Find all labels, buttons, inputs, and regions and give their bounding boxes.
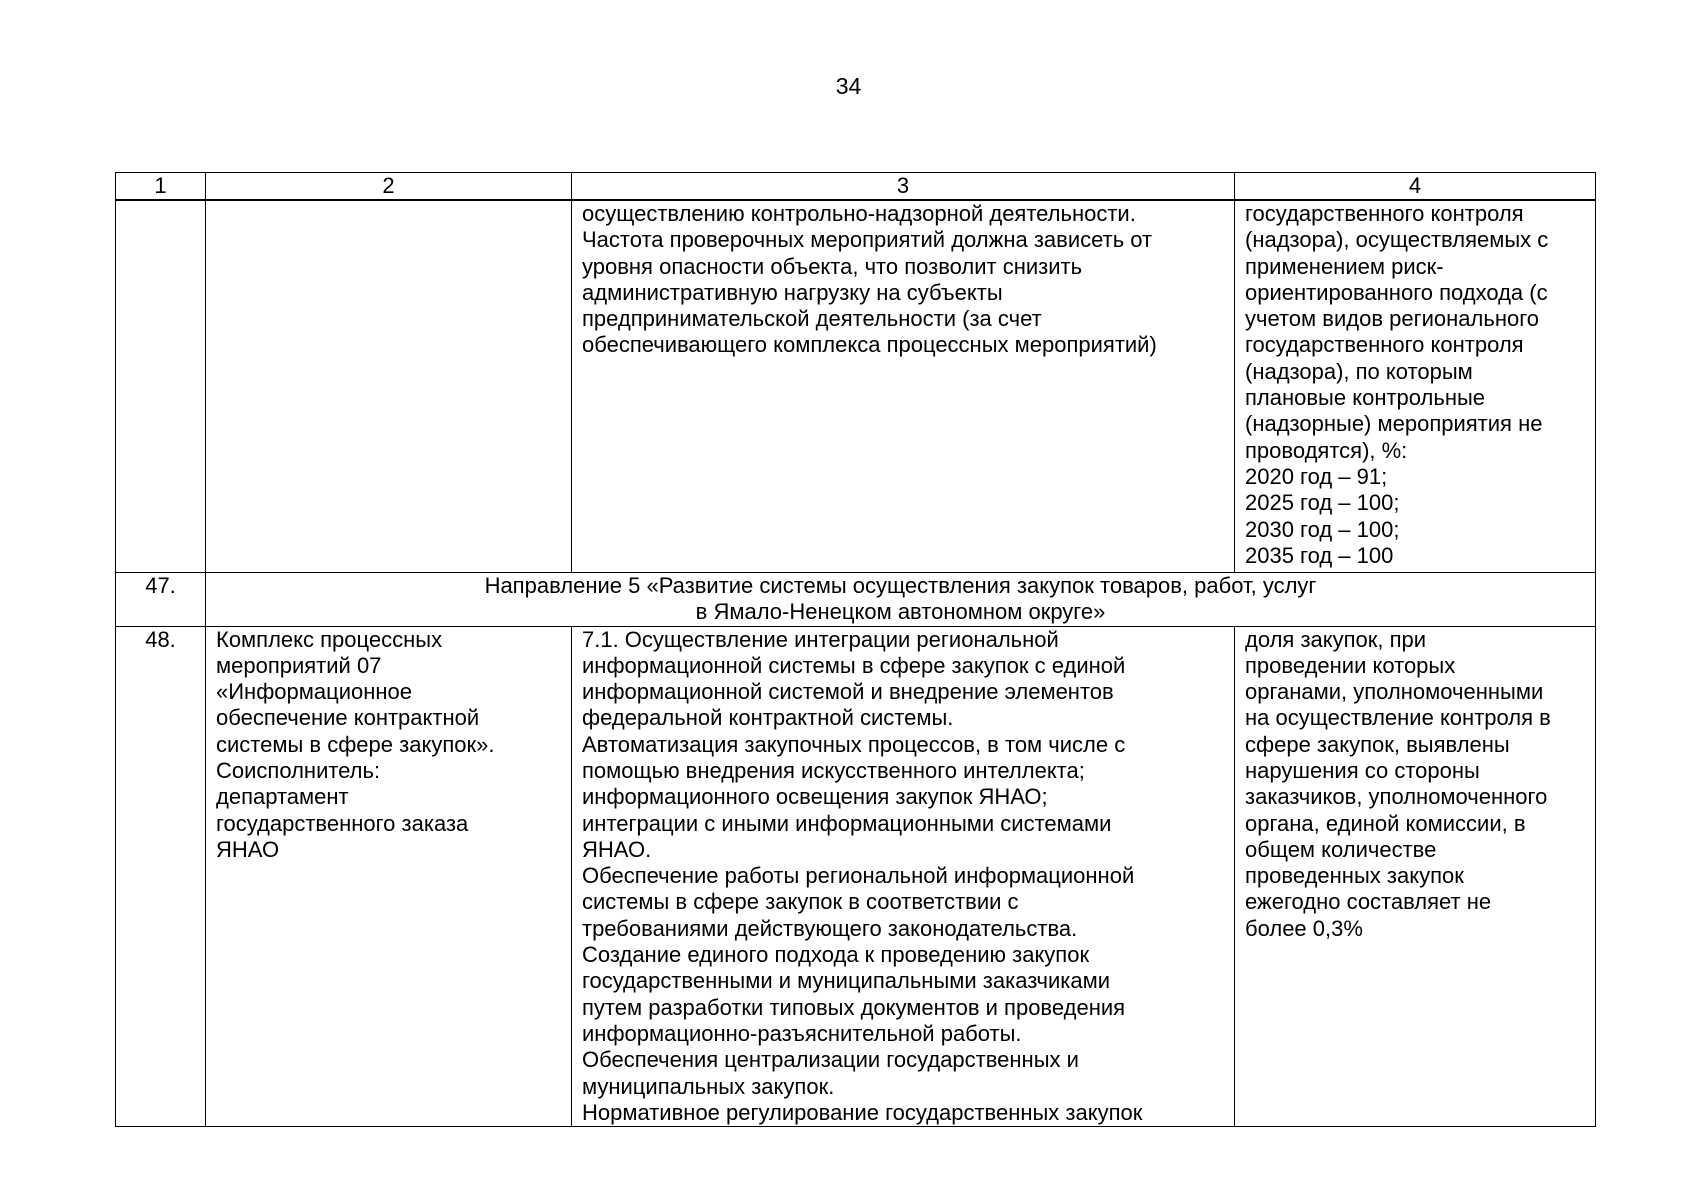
text-line: на осуществление контроля в xyxy=(1245,705,1551,731)
cell-48-col4 xyxy=(1235,626,1596,1127)
text-line: государственного заказа xyxy=(216,810,469,836)
text-line: обеспечивающего комплекса процессных мероприятий) xyxy=(582,332,1157,358)
text-line: Нормативное регулирование государственных закупок xyxy=(582,1099,1143,1125)
text-line: нарушения со стороны xyxy=(1245,757,1480,783)
cell-continued-col1 xyxy=(116,200,206,572)
text-line: уровня опасности объекта, что позволит снизить xyxy=(582,253,1083,279)
header-col-3: 3 xyxy=(572,173,1235,201)
text-line: мероприятий 07 xyxy=(216,652,382,678)
text-line: государственного контроля xyxy=(1245,332,1524,358)
text-line: 2030 год – 100; xyxy=(1245,516,1400,542)
text-line: ориентированного подхода (с xyxy=(1245,279,1548,305)
cell-48-col2 xyxy=(206,626,572,1127)
text-line: ЯНАО. xyxy=(582,836,652,862)
cell-continued-col3 xyxy=(572,200,1235,572)
text-line: ежегодно составляет не xyxy=(1245,889,1492,915)
table-row-48 xyxy=(116,626,1596,1127)
text-line: обеспечение контрактной xyxy=(216,705,480,731)
row-number-48: 48. xyxy=(116,626,206,1127)
text-line: государственными и муниципальными заказчиками xyxy=(582,968,1111,994)
cell-continued-col2 xyxy=(206,200,572,572)
header-col-1: 1 xyxy=(116,173,206,201)
text-line: информационной системы в сфере закупок с единой xyxy=(582,652,1126,678)
text-line: Обеспечение работы региональной информационной xyxy=(582,863,1135,889)
text-line: 7.1. Осуществление интеграции региональной xyxy=(582,626,1059,652)
text-line: плановые контрольные xyxy=(1245,385,1486,411)
header-col-2: 2 xyxy=(206,173,572,201)
text-line: заказчиков, уполномоченного xyxy=(1245,784,1548,810)
text-line: информационного освещения закупок ЯНАО; xyxy=(582,784,1048,810)
text-line: системы в сфере закупок». xyxy=(216,731,495,757)
text-line: (надзора), по которым xyxy=(1245,358,1473,384)
text-line: муниципальных закупок. xyxy=(582,1073,835,1099)
text-line: системы в сфере закупок в соответствии с xyxy=(582,889,1019,915)
cell-continued-col4 xyxy=(1235,200,1596,572)
table-row-continued xyxy=(116,200,1596,572)
text-line: ЯНАО xyxy=(216,836,280,862)
text-line: Обеспечения централизации государственных и xyxy=(582,1047,1079,1073)
text-line: Частота проверочных мероприятий должна зависеть от xyxy=(582,227,1153,253)
text-line: Направление 5 «Развитие системы осуществления закупок товаров, работ, услуг xyxy=(484,572,1317,598)
text-line: Комплекс процессных xyxy=(216,626,443,652)
text-line: учетом видов регионального xyxy=(1245,306,1539,332)
text-line: требованиями действующего законодательства. xyxy=(582,915,1078,941)
text-line: доля закупок, при xyxy=(1245,626,1427,652)
page-number: 34 xyxy=(835,73,862,99)
text-line: органа, единой комиссии, в xyxy=(1245,810,1526,836)
document-table xyxy=(115,172,1596,1127)
text-line: 2020 год – 91; xyxy=(1245,463,1388,489)
header-col-4: 4 xyxy=(1235,173,1596,201)
text-line: 2025 год – 100; xyxy=(1245,490,1400,516)
text-line: (надзора), осуществляемых с xyxy=(1245,227,1549,253)
text-line: органами, уполномоченными xyxy=(1245,679,1544,705)
text-line: 2035 год – 100 xyxy=(1245,542,1394,568)
table-row-47 xyxy=(116,572,1596,626)
text-line: Автоматизация закупочных процессов, в том числе с xyxy=(582,731,1126,757)
text-line: путем разработки типовых документов и проведения xyxy=(582,994,1126,1020)
text-line: более 0,3% xyxy=(1245,915,1363,941)
text-line: сфере закупок, выявлены xyxy=(1245,731,1510,757)
text-line: проведенных закупок xyxy=(1245,863,1464,889)
text-line: федеральной контрактной системы. xyxy=(582,705,954,731)
text-line: информационной системой и внедрение элементов xyxy=(582,679,1114,705)
table-header-row xyxy=(116,173,1596,201)
text-line: осуществлению контрольно-надзорной деятельности. xyxy=(582,201,1136,226)
direction-5-heading xyxy=(206,572,1596,626)
text-line: проведении которых xyxy=(1245,652,1456,678)
text-line: применением риск- xyxy=(1245,253,1444,279)
text-line: «Информационное xyxy=(216,679,413,705)
text-line: проводятся), %: xyxy=(1245,437,1408,463)
text-line: в Ямало-Ненецком автономном округе» xyxy=(695,598,1106,624)
text-line: Создание единого подхода к проведению закупок xyxy=(582,942,1090,968)
text-line: административную нагрузку на субъекты xyxy=(582,279,1003,305)
row-number-47: 47. xyxy=(116,572,206,626)
text-line: общем количестве xyxy=(1245,836,1437,862)
text-line: помощью внедрения искусственного интеллекта; xyxy=(582,757,1085,783)
text-line: Соисполнитель: xyxy=(216,757,381,783)
cell-48-col3 xyxy=(572,626,1235,1127)
text-line: (надзорные) мероприятия не xyxy=(1245,411,1543,437)
text-line: интеграции с иными информационными системами xyxy=(582,810,1112,836)
text-line: предпринимательской деятельности (за счет xyxy=(582,306,1042,332)
text-line: государственного контроля xyxy=(1245,201,1524,226)
text-line: информационно-разъяснительной работы. xyxy=(582,1020,1022,1046)
text-line: департамент xyxy=(216,784,349,810)
